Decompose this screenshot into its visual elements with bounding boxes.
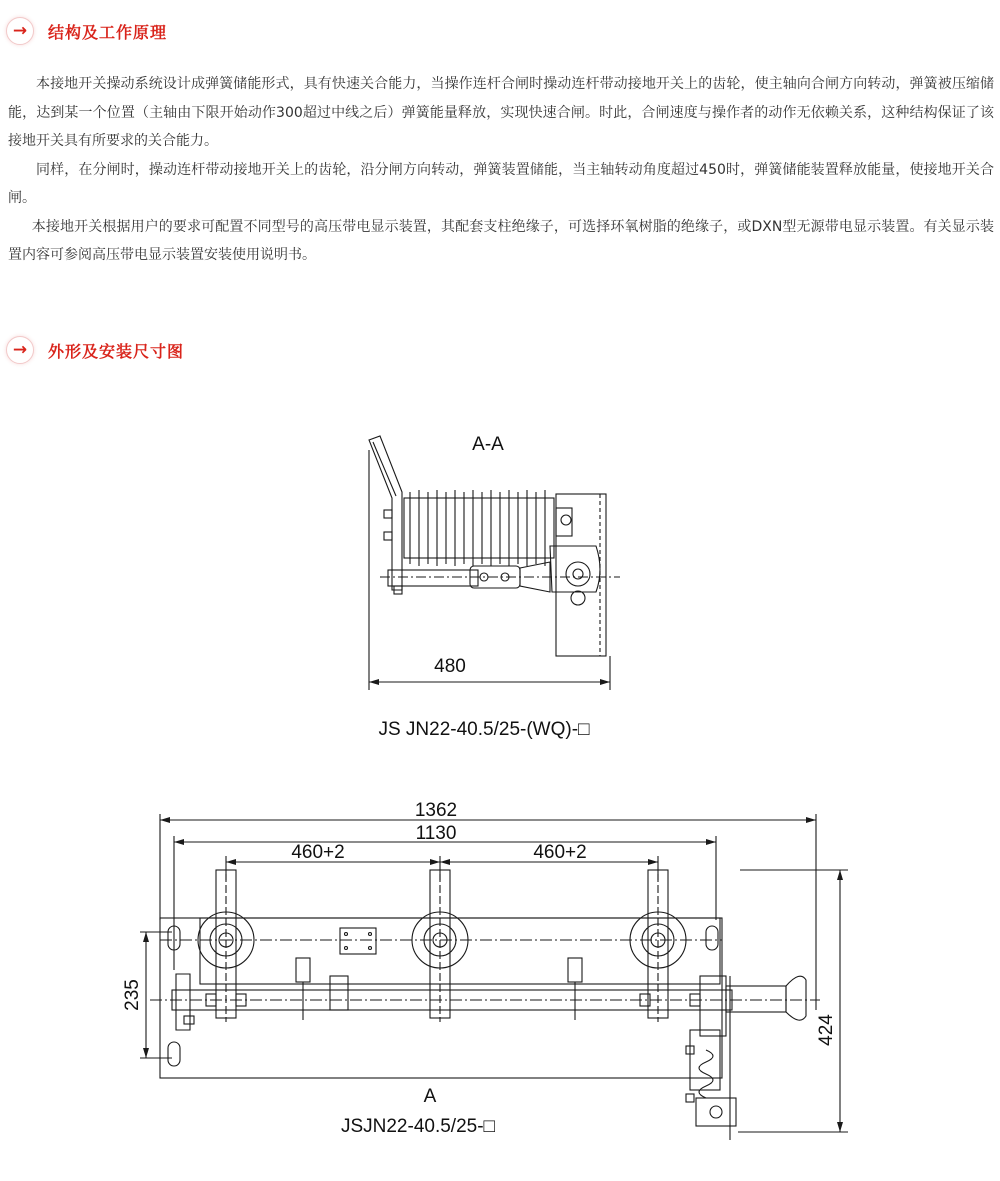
dimension-overall: 1362 <box>414 800 458 821</box>
view-label: A-A <box>472 434 504 455</box>
view-label: A <box>423 1086 437 1107</box>
arrow-right-icon: → <box>6 17 34 45</box>
paragraph: 同样，在分闸时，操动连杆带动接地开关上的齿轮，沿分闸方向转动，弹簧装置储能，当主轴转动角度超过450时，弹簧储能装置释放能量，使接地开关合闸。 <box>8 161 994 206</box>
insulator-ribs <box>410 490 545 566</box>
drawing-front-view <box>0 790 1000 1170</box>
arrow-right-icon: → <box>6 336 34 364</box>
dimension-height-left: 235 <box>122 979 143 1011</box>
body-text <box>8 70 994 270</box>
dimension-right: 460+2 <box>533 842 587 863</box>
paragraph: 本接地开关根据用户的要求可配置不同型号的高压带电显示装置，其配套支柱绝缘子，可选择环氧树脂的绝缘子，或DXN型无源带电显示装置。有关显示装置内容可参阅高压带电显示装置安装使用说明书。 <box>8 218 994 263</box>
dimension-mid: 1130 <box>415 823 457 844</box>
section-header-dimensions <box>6 335 184 365</box>
dimension-label: 480 <box>434 656 466 677</box>
section-header-structure <box>6 16 167 46</box>
section-title: 结构及工作原理 <box>48 22 168 42</box>
drawing-section-view <box>0 420 1000 750</box>
dimension-left: 460+2 <box>291 842 345 863</box>
model-number: JS JN22-40.5/25-(WQ)-□ <box>378 719 590 740</box>
dimension-height-right: 424 <box>816 1014 837 1046</box>
contact-assembly <box>630 870 686 1022</box>
paragraph: 本接地开关操动系统设计成弹簧储能形式，具有快速关合能力，当操作连杆合闸时操动连杆带动接地开关上的齿轮，使主轴向合闸方向转动，弹簧被压缩储能，达到某一个位置（主轴由下限开始动作300超过中线之后）弹簧能量释放，实现快速合闸。时此，合闸速度与操作者的动作无依赖关系，这种结构保证了该接地开关具有所要求的关合能力。 <box>8 76 994 149</box>
section-title: 外形及安装尺寸图 <box>48 341 185 361</box>
contact-assembly <box>412 870 468 1022</box>
model-number: JSJN22-40.5/25-□ <box>340 1116 496 1137</box>
